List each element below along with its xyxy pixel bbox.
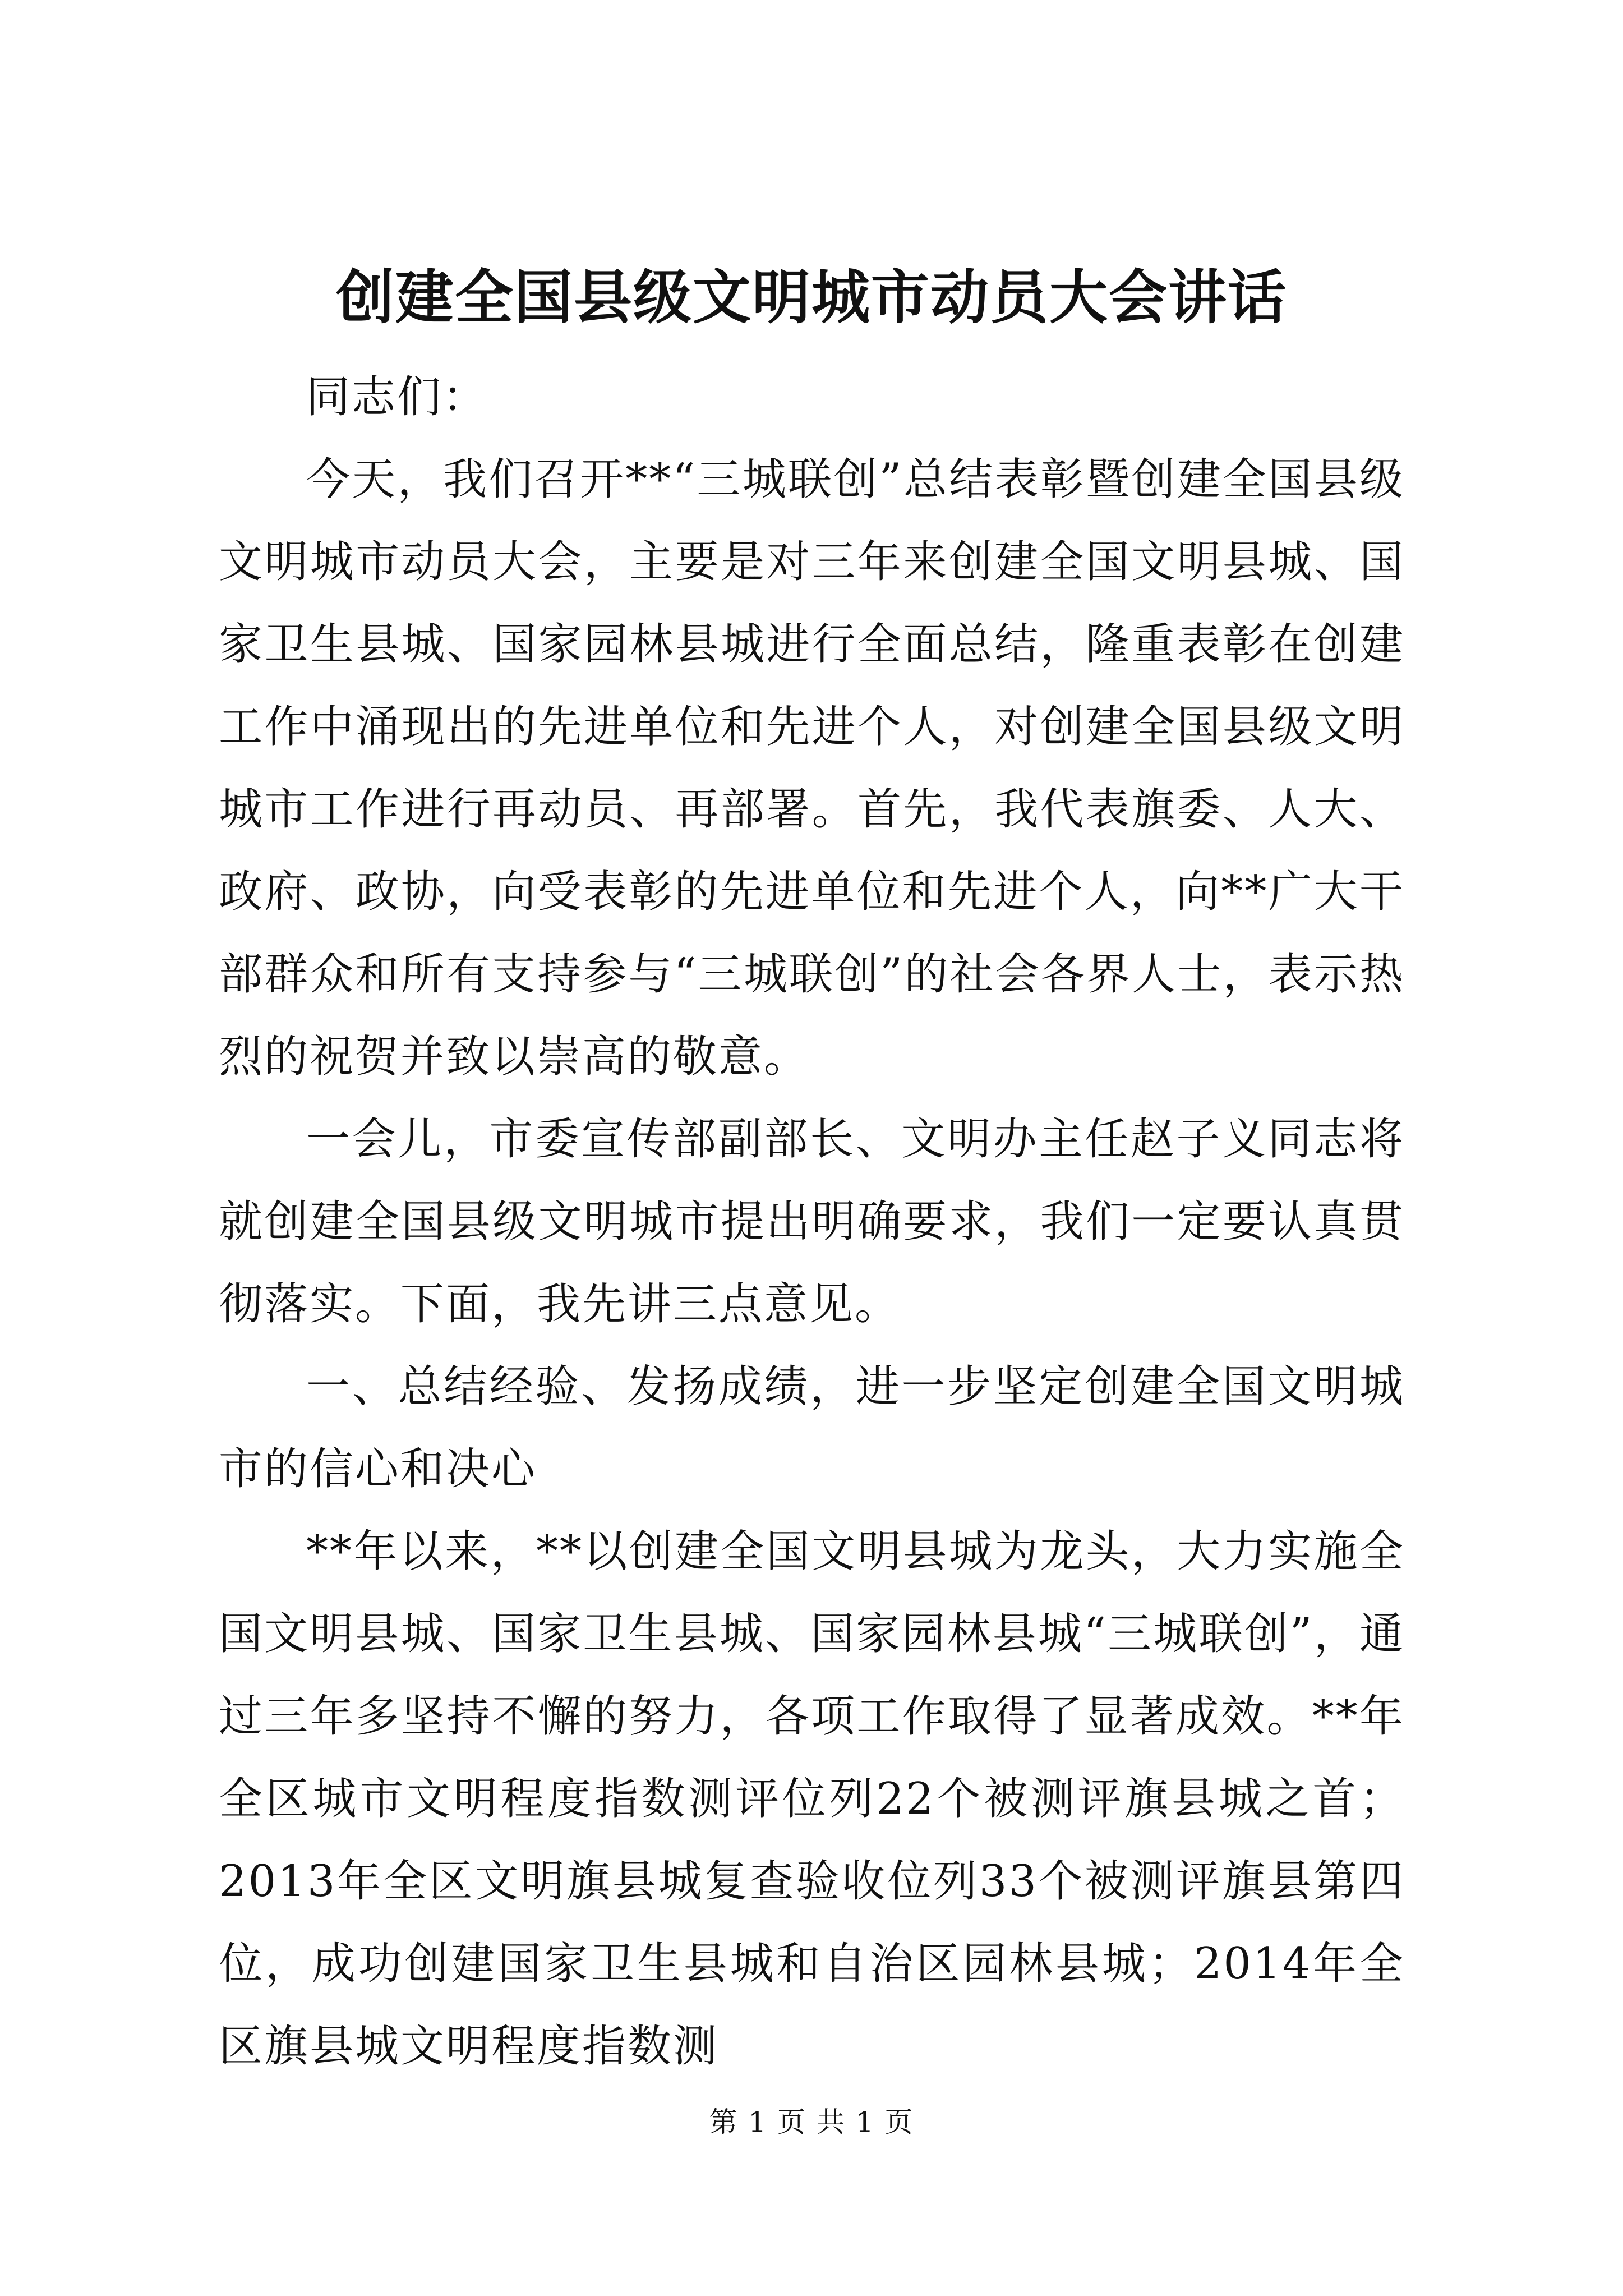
paragraph-1: 今天，我们召开**“三城联创”总结表彰暨创建全国县级文明城市动员大会，主要是对三年来创建全国文明县城、国家卫生县城、国家园林县城进行全面总结，隆重表彰在创建工作中涌现出的先进单位和先进个人，对创建全国县级文明城市工作进行再动员、再部署。首先，我代表旗委、人大、政府、政协，向受表彰的先进单位和先进个人，向**广大干部群众和所有支持参与“三城联创”的社会各界人士，表示热烈的祝贺并致以崇高的敬意。 <box>219 454 1405 1082</box>
paragraph-2: 一会儿，市委宣传部副部长、文明办主任赵子义同志将就创建全国县级文明城市提出明确要求，我们一定要认真贯彻落实。下面，我先讲三点意见。 <box>219 1114 1405 1329</box>
page-footer: 第 1 页 共 1 页 <box>709 2106 914 2138</box>
document-body <box>219 356 1405 2088</box>
salutation: 同志们： <box>306 372 488 422</box>
paragraph-3: **年以来，**以创建全国文明县城为龙头，大力实施全国文明县城、国家卫生县城、国家园林县城“三城联创”，通过三年多坚持不懈的努力，各项工作取得了显著成效。**年全区城市文明程度指数测评位列22个被测评旗县城之首；2013年全区文明旗县城复查验收位列33个被测评旗县第四位，成功创建国家卫生县城和自治区园林县城；2014年全区旗县城文明程度指数测 <box>219 1526 1405 2072</box>
document-title: 创建全国县级文明城市动员大会讲话 <box>335 263 1287 332</box>
section-heading-1: 一、总结经验、发扬成绩，进一步坚定创建全国文明城市的信心和决心 <box>219 1361 1405 1494</box>
